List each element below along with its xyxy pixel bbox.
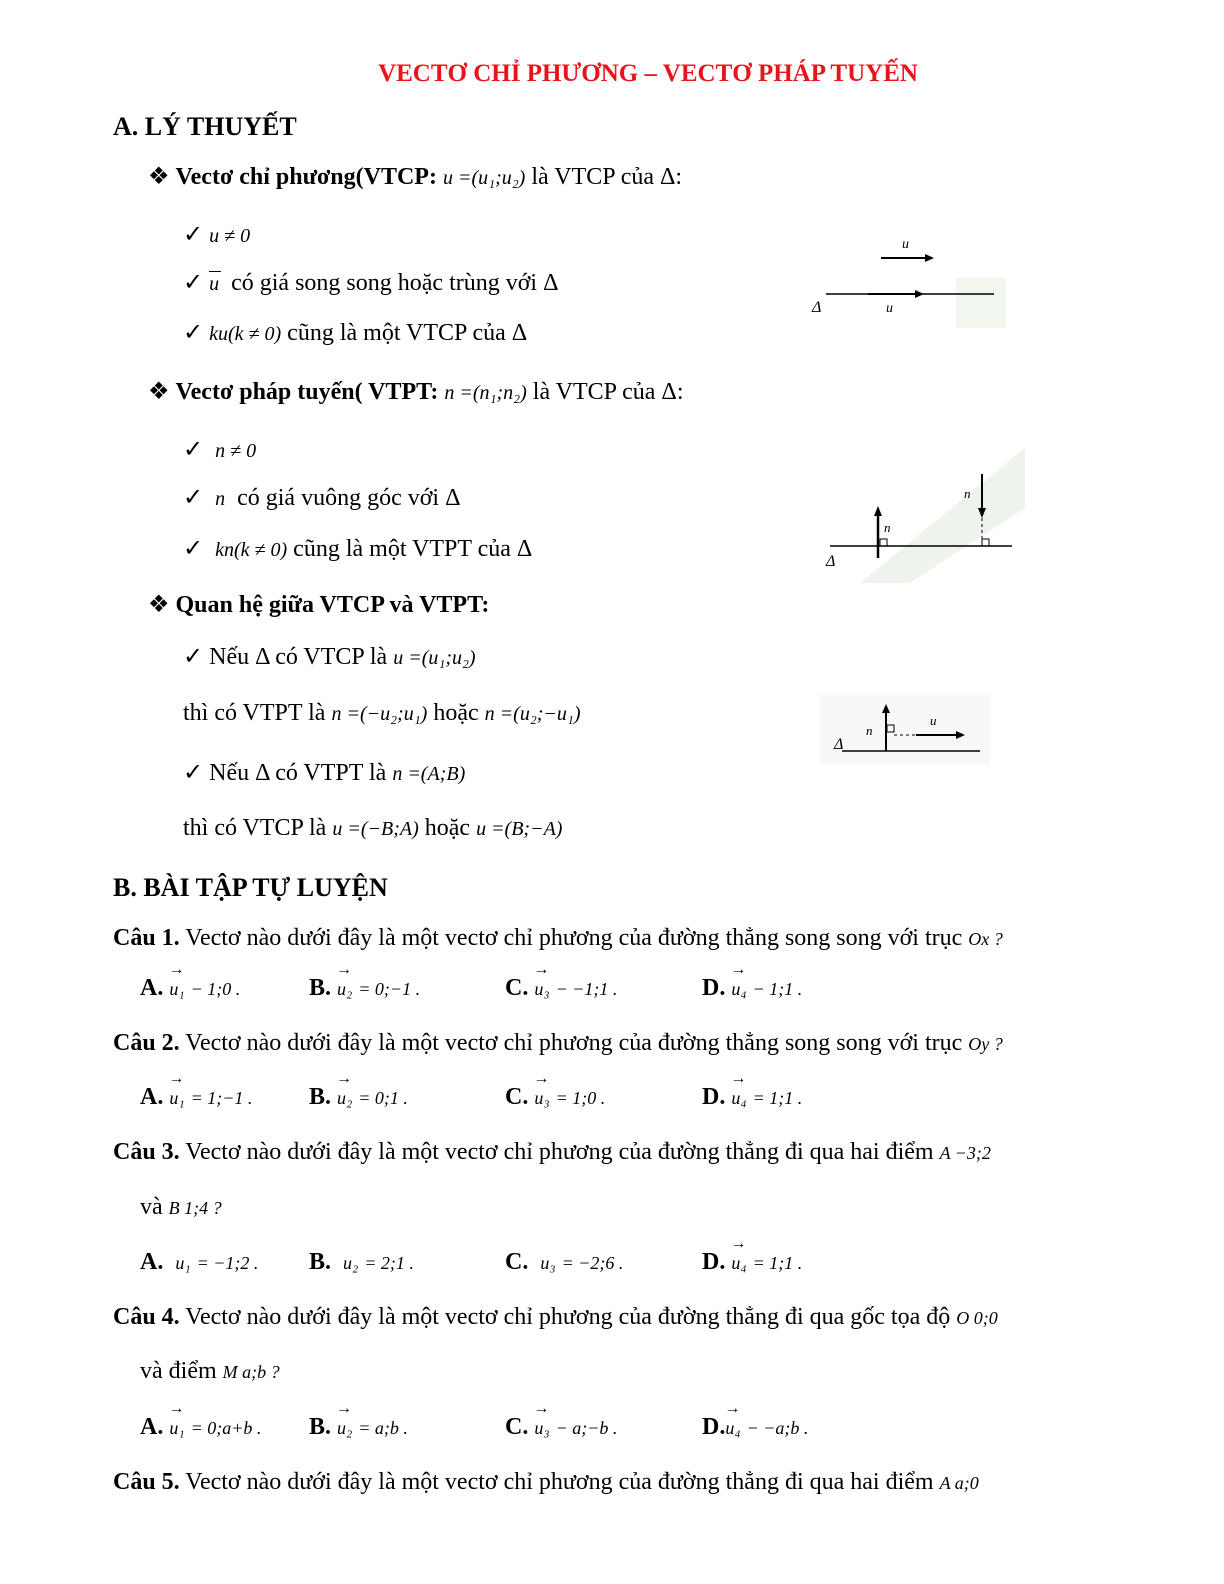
question-3-option-c[interactable]: C. u₃ = −2;6 . — [505, 1249, 624, 1275]
question-3: Câu 3. Vectơ nào dưới đây là một vectơ chỉ phương của đường thẳng đi qua hai điểm A −3;2 — [113, 1139, 991, 1165]
check-icon: ✓ — [183, 536, 204, 562]
check-icon: ✓ — [183, 644, 204, 670]
section-b-heading: B. BÀI TẬP TỰ LUYỆN — [113, 873, 388, 902]
relation-line-3: ✓ Nếu Δ có VTPT là n =(A;B) — [183, 760, 466, 786]
n-label-down: n — [964, 486, 971, 501]
question-4-line-2: và điểm M a;b ? — [140, 1358, 280, 1384]
vtcp-tail: là VTCP của Δ: — [531, 164, 683, 190]
vtpt-formula: n =(n₁;n₂) — [444, 382, 527, 404]
vtcp-item-2: ✓ u có giá song song hoặc trùng với Δ — [183, 270, 559, 296]
vtpt-item-1: ✓ n ≠ 0 — [183, 437, 257, 463]
question-1-option-d[interactable]: D. → u₄ − 1;1 . — [702, 975, 802, 1002]
question-2-option-c[interactable]: C. → u₃ = 1;0 . — [505, 1084, 605, 1111]
question-3-option-b[interactable]: B. u₂ = 2;1 . — [309, 1249, 414, 1275]
relation-figure — [820, 695, 990, 765]
question-2: Câu 2. Vectơ nào dưới đây là một vectơ chỉ phương của đường thẳng song song với trục Oy ? — [113, 1030, 1003, 1056]
vtcp-heading-line — [148, 162, 682, 191]
check-icon: ✓ — [183, 760, 204, 786]
question-3-line-2: và B 1;4 ? — [140, 1194, 222, 1220]
question-1: Câu 1. Vectơ nào dưới đây là một vectơ chỉ phương của đường thẳng song song với trục Ox ? — [113, 925, 1003, 951]
question-4: Câu 4. Vectơ nào dưới đây là một vectơ chỉ phương của đường thẳng đi qua gốc tọa độ O 0;0 — [113, 1304, 998, 1330]
n-label: n — [866, 723, 873, 738]
question-4-option-a[interactable]: A. → u₁ = 0;a+b . — [140, 1414, 261, 1441]
question-3-option-d[interactable]: D. → u₄ = 1;1 . — [702, 1249, 802, 1276]
question-1-option-c[interactable]: C. → u₃ − −1;1 . — [505, 975, 617, 1002]
diamond-bullet-icon: ❖ — [148, 379, 170, 405]
page-title: VECTƠ CHỈ PHƯƠNG – VECTƠ PHÁP TUYẾN — [378, 60, 918, 87]
vtcp-item-3: ✓ ku(k ≠ 0) cũng là một VTCP của Δ — [183, 320, 528, 346]
question-5: Câu 5. Vectơ nào dưới đây là một vectơ chỉ phương của đường thẳng đi qua hai điểm A a;0 — [113, 1469, 979, 1495]
delta-label: Δ — [812, 299, 822, 316]
question-1-option-a[interactable]: A. → u₁ − 1;0 . — [140, 975, 240, 1002]
vtpt-heading: Vectơ pháp tuyến( VTPT: — [175, 379, 439, 405]
vtpt-heading-line — [148, 377, 684, 406]
relation-line-4: thì có VTCP là u =(−B;A) hoặc u =(B;−A) — [183, 815, 563, 841]
vtpt-tail: là VTCP của Δ: — [532, 379, 684, 405]
question-1-option-b[interactable]: B. → u₂ = 0;−1 . — [309, 975, 420, 1002]
question-2-option-d[interactable]: D. → u₄ = 1;1 . — [702, 1084, 802, 1111]
vtcp-item-1: ✓ u ≠ 0 — [183, 222, 251, 248]
vtcp-heading: Vectơ chỉ phương(VTCP: — [175, 164, 437, 190]
vtcp-figure — [806, 228, 1006, 328]
question-4-option-b[interactable]: B. → u₂ = a;b . — [309, 1414, 408, 1441]
n-label-up: n — [884, 520, 891, 535]
relation-heading: Quan hệ giữa VTCP và VTPT: — [175, 592, 490, 618]
check-icon: ✓ — [183, 437, 204, 463]
question-2-option-b[interactable]: B. → u₂ = 0;1 . — [309, 1084, 408, 1111]
vtpt-item-3: ✓ kn(k ≠ 0) cũng là một VTPT của Δ — [183, 536, 533, 562]
delta-label: Δ — [826, 553, 836, 570]
relation-line-2: thì có VTPT là n =(−u₂;u₁) hoặc n =(u₂;−u₁) — [183, 700, 581, 726]
vtpt-item-2: ✓ n có giá vuông góc với Δ — [183, 485, 461, 511]
diamond-bullet-icon: ❖ — [148, 592, 170, 618]
section-a-heading: A. LÝ THUYẾT — [113, 112, 297, 141]
question-4-option-c[interactable]: C. → u₃ − a;−b . — [505, 1414, 617, 1441]
u-label-bottom: u — [886, 301, 893, 316]
vtcp-formula: u =(u₁;u₂) — [442, 167, 526, 189]
vtpt-figure — [820, 448, 1025, 583]
question-2-option-a[interactable]: A. → u₁ = 1;−1 . — [140, 1084, 252, 1111]
diamond-bullet-icon: ❖ — [148, 164, 170, 190]
check-icon: ✓ — [183, 485, 204, 511]
question-4-option-d[interactable]: D.→ u₄ − −a;b . — [702, 1414, 808, 1441]
check-icon: ✓ — [183, 222, 204, 248]
delta-label: Δ — [834, 736, 844, 753]
relation-heading-line — [148, 590, 489, 619]
question-3-option-a[interactable]: A. u₁ = −1;2 . — [140, 1249, 259, 1275]
relation-line-1: ✓ Nếu Δ có VTCP là u =(u₁;u₂) — [183, 644, 476, 670]
check-icon: ✓ — [183, 270, 204, 296]
u-label-top: u — [902, 237, 909, 252]
u-label: u — [930, 713, 937, 728]
check-icon: ✓ — [183, 320, 204, 346]
